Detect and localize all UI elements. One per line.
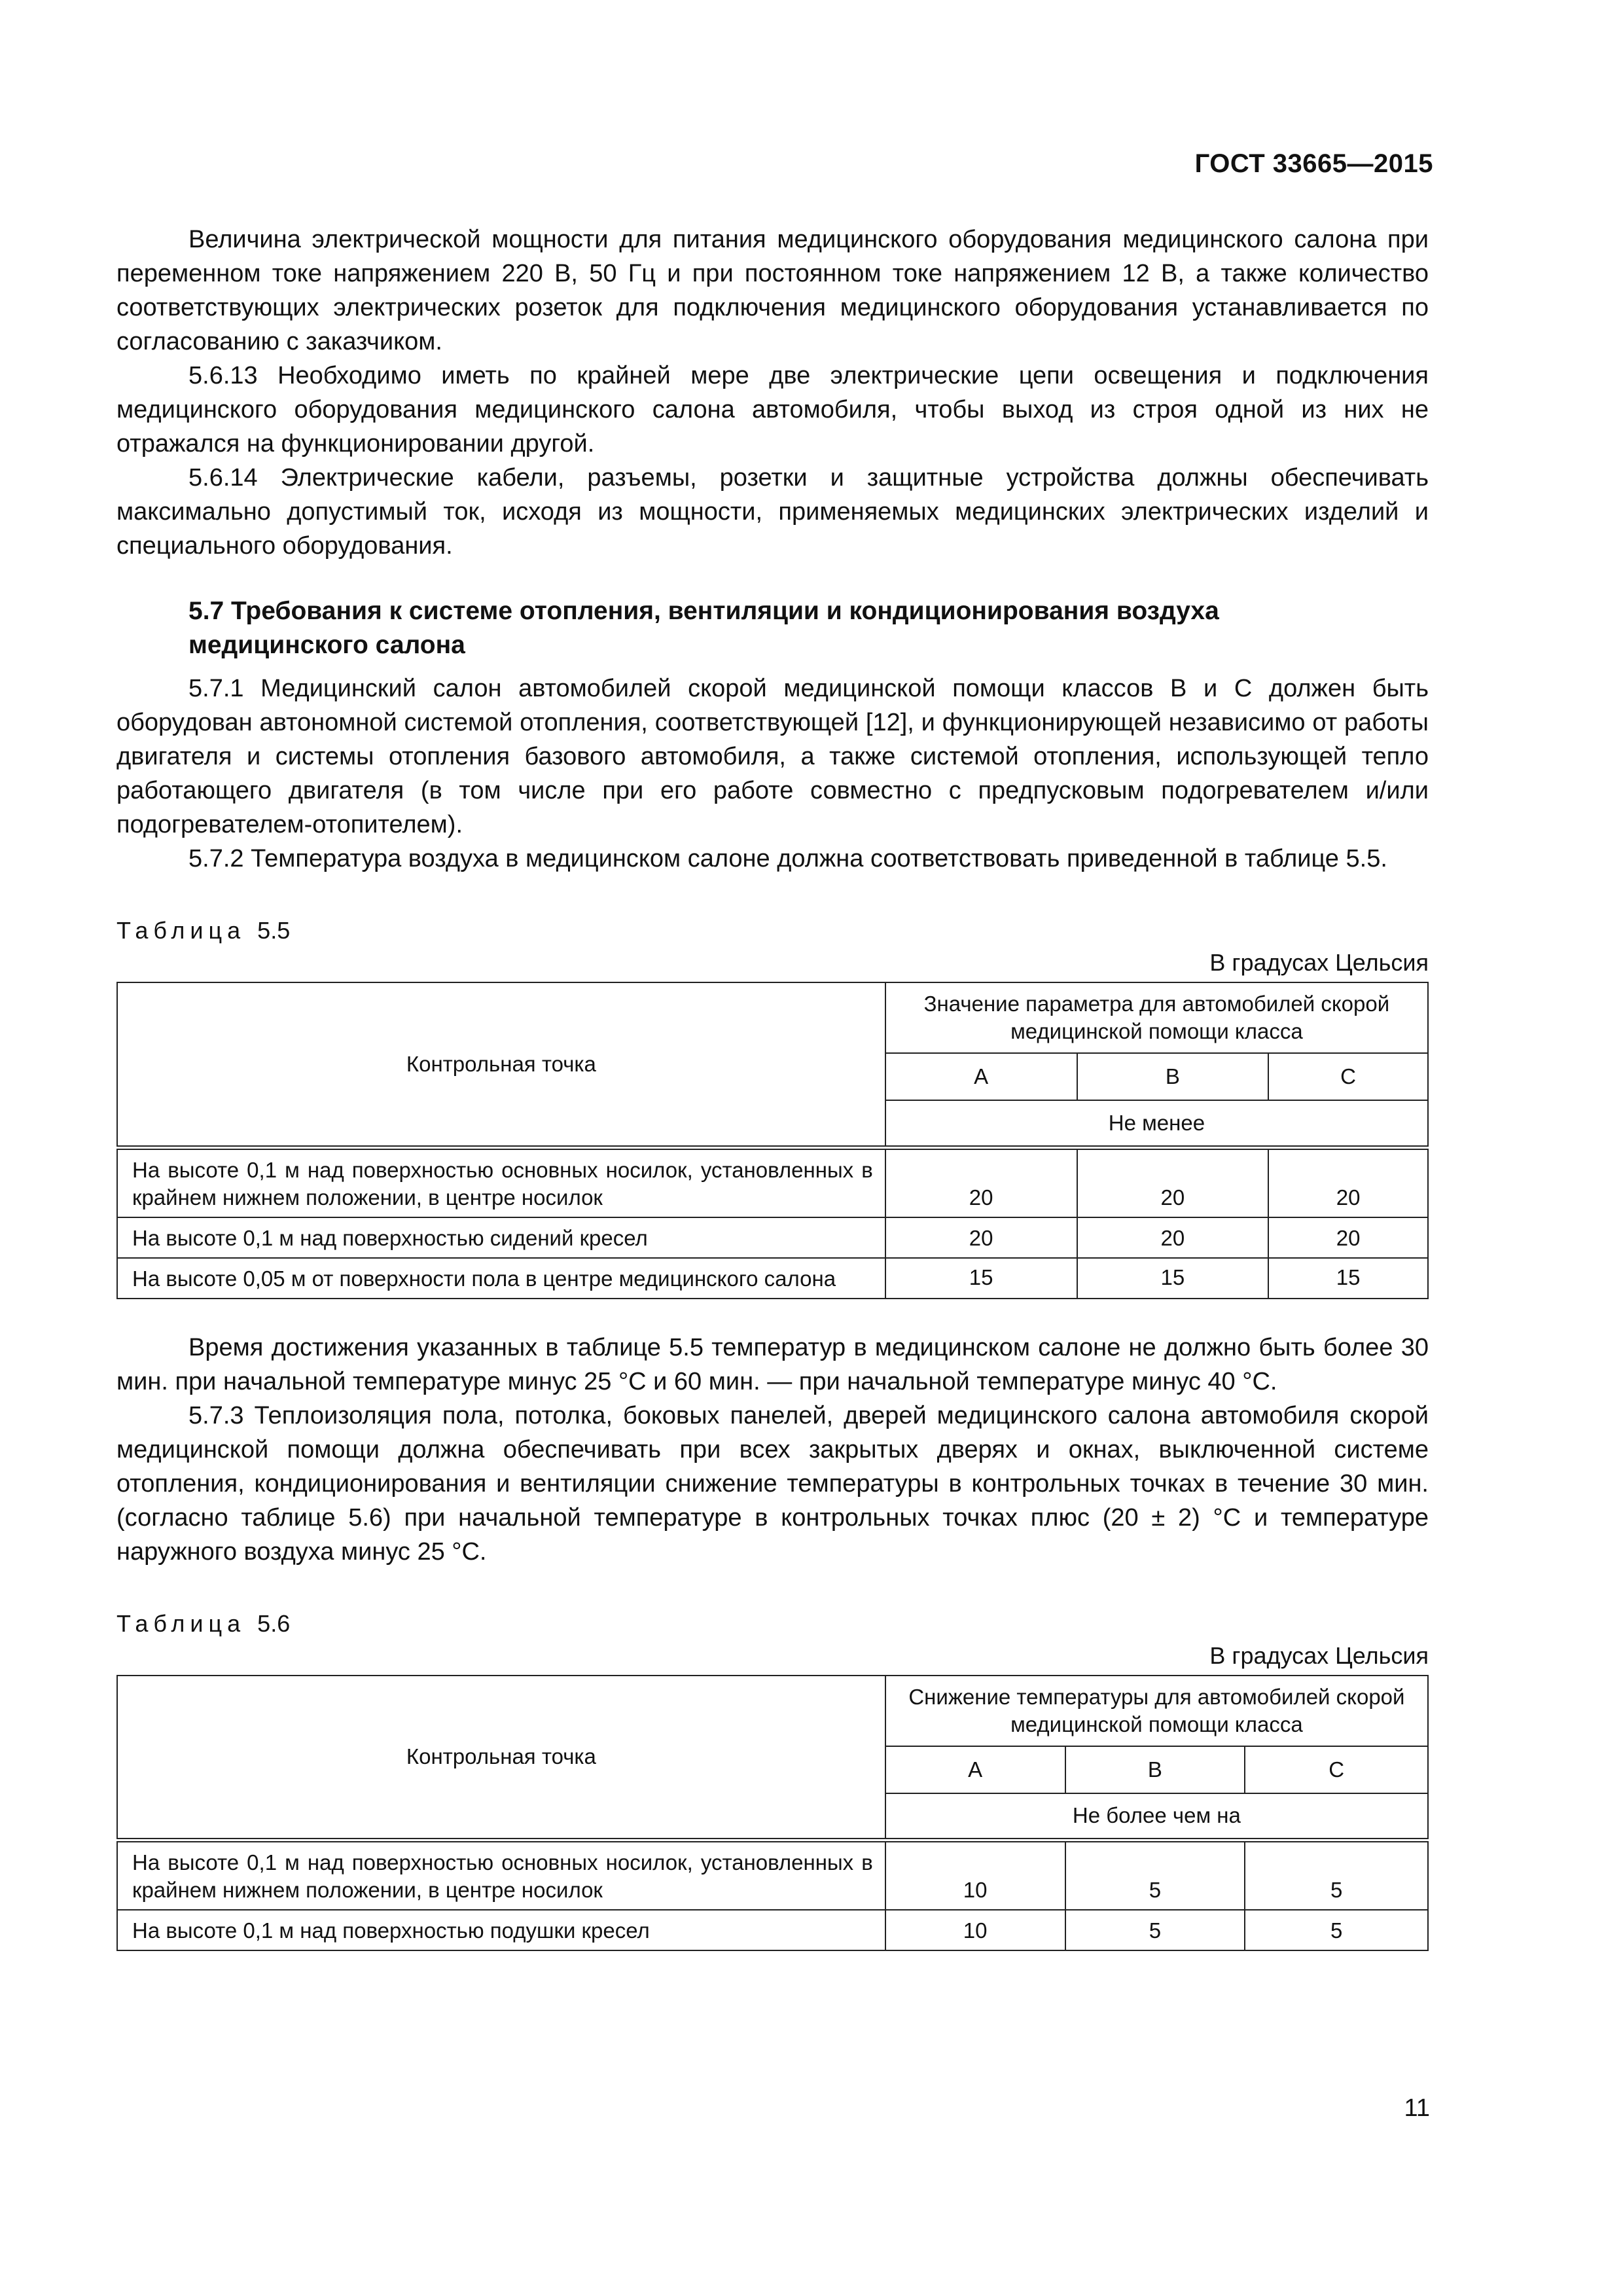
table-caption-word: Таблица bbox=[116, 917, 246, 944]
column-header-class-b: В bbox=[1065, 1746, 1245, 1793]
table-caption-number: 5.6 bbox=[257, 1609, 291, 1637]
column-group-header: Снижение температуры для автомобилей скорой медицинской помощи класса bbox=[885, 1676, 1428, 1746]
cell-class-c: 20 bbox=[1268, 1147, 1428, 1217]
column-header-control-point: Контрольная точка bbox=[117, 982, 885, 1147]
row-label: На высоте 0,1 м над поверхностью основных носилок, установленных в крайнем нижнем положении, в центре носилок bbox=[117, 1147, 885, 1217]
table-5-5 bbox=[116, 982, 1429, 1299]
row-label: На высоте 0,1 м над поверхностью подушки кресел bbox=[117, 1910, 885, 1950]
limit-header: Не менее bbox=[885, 1100, 1428, 1147]
column-header-class-a: А bbox=[885, 1053, 1077, 1100]
paragraph: 5.6.14 Электрические кабели, разъемы, розетки и защитные устройства должны обеспечивать максимально допустимый ток, исходя из мощности, применяемых медицинских электрических изделий и специального оборудования. bbox=[116, 464, 1429, 560]
row-label: На высоте 0,1 м над поверхностью основных носилок, установленных в крайнем нижнем положении, в центре носилок bbox=[117, 1840, 885, 1910]
section-heading: 5.7 Требования к системе отопления, вентиляции и кондиционирования воздуха медицинского салона bbox=[188, 597, 1219, 659]
cell-class-a: 10 bbox=[885, 1840, 1065, 1910]
page-content bbox=[116, 223, 1429, 1951]
document-code: ГОСТ 33665—2015 bbox=[1194, 149, 1433, 178]
cell-class-a: 20 bbox=[885, 1217, 1077, 1258]
cell-class-c: 20 bbox=[1268, 1217, 1428, 1258]
column-header-control-point: Контрольная точка bbox=[117, 1676, 885, 1840]
paragraph: 5.7.1 Медицинский салон автомобилей скорой медицинской помощи классов В и С должен быть оборудован автономной системой отопления, соответствующей [12], и функционирующей независимо от работы двигателя и системы отопления базового автомобиля, а также системой отопления, использующей тепло работающего двигателя (в том числе при его работе совместно с предпусковым подогревателем и/или подогревателем-отопителем). bbox=[116, 675, 1429, 838]
table-caption-word: Таблица bbox=[116, 1609, 246, 1637]
table-5-6 bbox=[116, 1675, 1429, 1952]
paragraph: 5.7.2 Температура воздуха в медицинском салоне должна соответствовать приведенной в таблице 5.5. bbox=[188, 845, 1387, 872]
paragraph: 5.7.3 Теплоизоляция пола, потолка, боковых панелей, дверей медицинского салона автомобиля скорой медицинской помощи должна обеспечивать при всех закрытых дверях и окнах, выключенной системе отопления, кондиционирования и вентиляции снижение температуры в контрольных точках в течение 30 мин. (согласно таблице 5.6) при начальной температуре в контрольных точках плюс (20 ± 2) °С и температуре наружного воздуха минус 25 °С. bbox=[116, 1401, 1429, 1566]
cell-class-c: 5 bbox=[1245, 1840, 1428, 1910]
cell-class-a: 15 bbox=[885, 1258, 1077, 1299]
table-caption bbox=[116, 914, 1429, 948]
column-header-class-c: С bbox=[1268, 1053, 1428, 1100]
column-header-class-c: С bbox=[1245, 1746, 1428, 1793]
cell-class-c: 5 bbox=[1245, 1910, 1428, 1950]
paragraph: 5.6.13 Необходимо иметь по крайней мере две электрические цепи освещения и подключения медицинского оборудования медицинского салона автомобиля, чтобы выход из строя одной из них не отражался на функционировании другой. bbox=[116, 362, 1429, 457]
cell-class-a: 20 bbox=[885, 1147, 1077, 1217]
paragraph: Время достижения указанных в таблице 5.5 температур в медицинском салоне не должно быть более 30 мин. при начальной температуре минус 25 °С и 60 мин. — при начальной температуре минус 40 °С. bbox=[116, 1333, 1429, 1395]
row-label: На высоте 0,1 м над поверхностью сидений кресел bbox=[117, 1217, 885, 1258]
cell-class-c: 15 bbox=[1268, 1258, 1428, 1299]
table-row bbox=[117, 1217, 1428, 1258]
table-unit: В градусах Цельсия bbox=[1209, 949, 1429, 976]
column-group-header: Значение параметра для автомобилей скорой медицинской помощи класса bbox=[885, 982, 1428, 1053]
table-caption bbox=[116, 1607, 1429, 1641]
cell-class-b: 5 bbox=[1065, 1840, 1245, 1910]
column-header-class-b: В bbox=[1077, 1053, 1269, 1100]
paragraph: Величина электрической мощности для питания медицинского оборудования медицинского салона при переменном токе напряжением 220 В, 50 Гц и при постоянном токе напряжением 12 В, а также количество соответствующих электрических розеток для подключения медицинского оборудования устанавливается по согласованию с заказчиком. bbox=[116, 226, 1429, 355]
cell-class-a: 10 bbox=[885, 1910, 1065, 1950]
table-unit: В градусах Цельсия bbox=[1209, 1641, 1429, 1669]
cell-class-b: 20 bbox=[1077, 1217, 1269, 1258]
column-header-class-a: А bbox=[885, 1746, 1065, 1793]
row-label: На высоте 0,05 м от поверхности пола в центре медицинского салона bbox=[117, 1258, 885, 1299]
table-row bbox=[117, 1147, 1428, 1217]
table-row bbox=[117, 1258, 1428, 1299]
cell-class-b: 5 bbox=[1065, 1910, 1245, 1950]
table-caption-number: 5.5 bbox=[257, 917, 291, 944]
page-number: 11 bbox=[1404, 2094, 1430, 2122]
cell-class-b: 20 bbox=[1077, 1147, 1269, 1217]
table-row bbox=[117, 1910, 1428, 1950]
table-row bbox=[117, 1840, 1428, 1910]
cell-class-b: 15 bbox=[1077, 1258, 1269, 1299]
limit-header: Не более чем на bbox=[885, 1793, 1428, 1840]
